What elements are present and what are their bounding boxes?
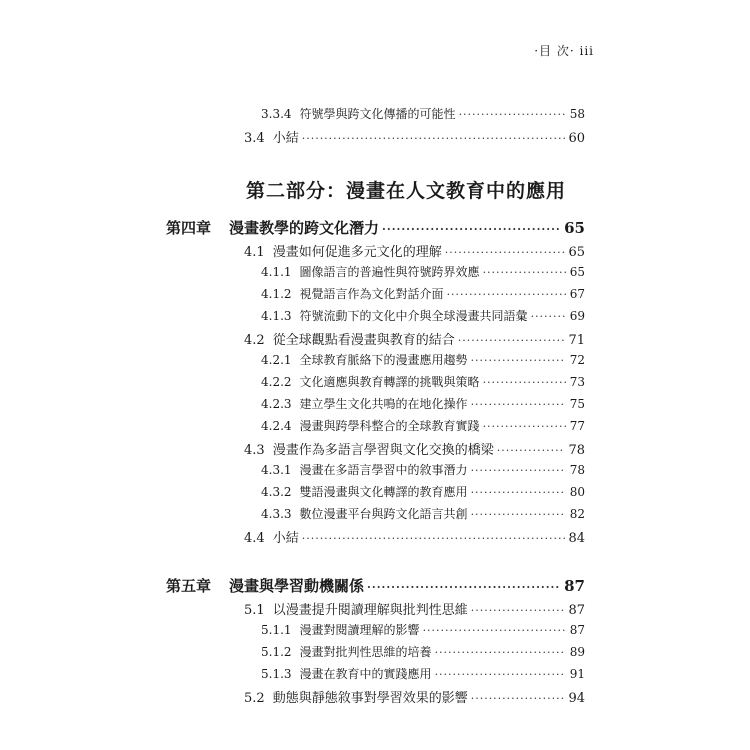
dot-leader (367, 581, 561, 594)
entry-page: 87 (568, 603, 585, 618)
entry-number: 4.1.3 (261, 309, 292, 323)
toc-entry[interactable] (261, 417, 585, 434)
entry-page: 87 (564, 577, 585, 595)
dot-leader (435, 668, 566, 681)
entry-number: 4.2 (244, 333, 265, 348)
entry-title: 漫畫與跨學科整合的全球教育實踐 (299, 419, 480, 433)
toc-entry[interactable] (244, 599, 585, 618)
dot-leader (497, 444, 566, 457)
entry-number: 4.3.2 (261, 485, 292, 499)
toc-entry[interactable] (261, 285, 585, 302)
entry-number: 5.2 (244, 691, 265, 706)
entry-number: 4.1.2 (261, 287, 292, 301)
toc-entry[interactable] (261, 395, 585, 412)
entry-title: 小結 (272, 131, 299, 146)
entry-title: 全球教育脈絡下的漫畫應用趨勢 (299, 353, 468, 367)
entry-title: 數位漫畫平台與跨文化語言共創 (299, 507, 468, 521)
dot-leader (447, 288, 566, 301)
entry-page: 78 (568, 443, 585, 458)
entry-page: 80 (569, 485, 585, 499)
toc-entry[interactable] (261, 263, 585, 280)
dot-leader (471, 398, 566, 411)
toc-entry[interactable] (244, 241, 585, 260)
entry-number: 4.3.1 (261, 463, 292, 477)
entry-number: 4.4 (244, 531, 265, 546)
toc-entry[interactable] (261, 373, 585, 390)
entry-title: 文化適應與教育轉譯的挑戰與策略 (299, 375, 480, 389)
dot-leader (483, 376, 566, 389)
toc-entry[interactable] (261, 643, 585, 660)
entry-title: 建立學生文化共鳴的在地化操作 (299, 397, 468, 411)
dot-leader (471, 354, 566, 367)
toc-entry[interactable] (261, 461, 585, 478)
entry-title: 圖像語言的普遍性與符號跨界效應 (299, 265, 480, 279)
entry-number: 5.1.3 (261, 667, 292, 681)
entry-page: 75 (569, 397, 585, 411)
entry-number: 5.1 (244, 603, 265, 618)
entry-title: 漫畫作為多語言學習與文化交換的橋梁 (272, 443, 494, 458)
toc-entry[interactable] (244, 329, 585, 348)
toc-entry[interactable] (244, 439, 585, 458)
entry-title: 符號流動下的文化中介與全球漫畫共同語彙 (299, 309, 528, 323)
entry-title: 漫畫如何促進多元文化的理解 (272, 245, 442, 260)
entry-page: 94 (568, 691, 585, 706)
chapter-number: 第五章 (166, 577, 212, 595)
entry-title: 從全球觀點看漫畫與教育的結合 (272, 333, 455, 348)
chapter-title: 漫畫教學的跨文化潛力 (229, 219, 380, 237)
toc-entry[interactable] (261, 483, 585, 500)
entry-page: 65 (569, 265, 585, 279)
dot-leader (302, 532, 566, 545)
dot-leader (471, 508, 566, 521)
entry-number: 4.1 (244, 245, 265, 260)
dot-leader (423, 624, 566, 637)
entry-number: 5.1.2 (261, 645, 292, 659)
entry-page: 67 (569, 287, 585, 301)
entry-number: 4.2.2 (261, 375, 292, 389)
entry-title: 動態與靜態敘事對學習效果的影響 (272, 691, 468, 706)
dot-leader (471, 692, 566, 705)
dot-leader (471, 604, 566, 617)
entry-title: 以漫畫提升閱讀理解與批判性思維 (272, 603, 468, 618)
entry-number: 4.1.1 (261, 265, 292, 279)
dot-leader (483, 420, 566, 433)
entry-page: 82 (569, 507, 585, 521)
entry-page: 87 (569, 623, 585, 637)
dot-leader (302, 132, 566, 145)
toc-entry[interactable] (244, 527, 585, 546)
toc-entry[interactable] (261, 621, 585, 638)
running-head: ·目 次· iii (534, 44, 594, 58)
entry-title: 符號學與跨文化傳播的可能性 (299, 107, 456, 121)
entry-page: 89 (569, 645, 585, 659)
entry-page: 71 (568, 333, 585, 348)
part-title: 第二部分：漫畫在人文教育中的應用 (246, 180, 567, 202)
entry-title: 小結 (272, 531, 299, 546)
toc-entry[interactable] (261, 505, 585, 522)
entry-page: 91 (569, 667, 585, 681)
entry-title: 漫畫對閱讀理解的影響 (299, 623, 420, 637)
entry-page: 69 (569, 309, 585, 323)
entry-title: 漫畫在教育中的實踐應用 (299, 667, 432, 681)
entry-page: 84 (568, 531, 585, 546)
entry-number: 5.1.1 (261, 623, 292, 637)
entry-page: 77 (569, 419, 585, 433)
dot-leader (459, 108, 566, 121)
toc-chapter-entry[interactable] (166, 217, 585, 238)
dot-leader (483, 266, 566, 279)
toc-entry[interactable] (261, 307, 585, 324)
toc-entry[interactable] (261, 351, 585, 368)
entry-title: 漫畫對批判性思維的培養 (299, 645, 432, 659)
dot-leader (445, 246, 566, 259)
entry-number: 4.2.3 (261, 397, 292, 411)
entry-title: 雙語漫畫與文化轉譯的教育應用 (299, 485, 468, 499)
entry-title: 視覺語言作為文化對話介面 (299, 287, 444, 301)
toc-entry[interactable] (244, 127, 585, 146)
entry-page: 72 (569, 353, 585, 367)
entry-number: 4.3.3 (261, 507, 292, 521)
entry-page: 65 (564, 219, 585, 237)
entry-number: 4.3 (244, 443, 265, 458)
dot-leader (471, 464, 566, 477)
toc-chapter-entry[interactable] (166, 575, 585, 596)
entry-number: 3.4 (244, 131, 265, 146)
chapter-title: 漫畫與學習動機關係 (229, 577, 365, 595)
dot-leader (531, 310, 566, 323)
toc-entry[interactable] (261, 665, 585, 682)
chapter-number: 第四章 (166, 219, 212, 237)
entry-page: 78 (569, 463, 585, 477)
toc-entry[interactable] (261, 105, 585, 122)
dot-leader (471, 486, 566, 499)
dot-leader (435, 646, 566, 659)
entry-title: 漫畫在多語言學習中的敘事潛力 (299, 463, 468, 477)
entry-number: 4.2.4 (261, 419, 292, 433)
toc-entry[interactable] (244, 687, 585, 706)
dot-leader (458, 334, 566, 347)
entry-page: 58 (569, 107, 585, 121)
entry-page: 73 (569, 375, 585, 389)
entry-page: 65 (568, 245, 585, 260)
entry-page: 60 (568, 131, 585, 146)
dot-leader (382, 223, 561, 236)
entry-number: 4.2.1 (261, 353, 292, 367)
entry-number: 3.3.4 (261, 107, 292, 121)
